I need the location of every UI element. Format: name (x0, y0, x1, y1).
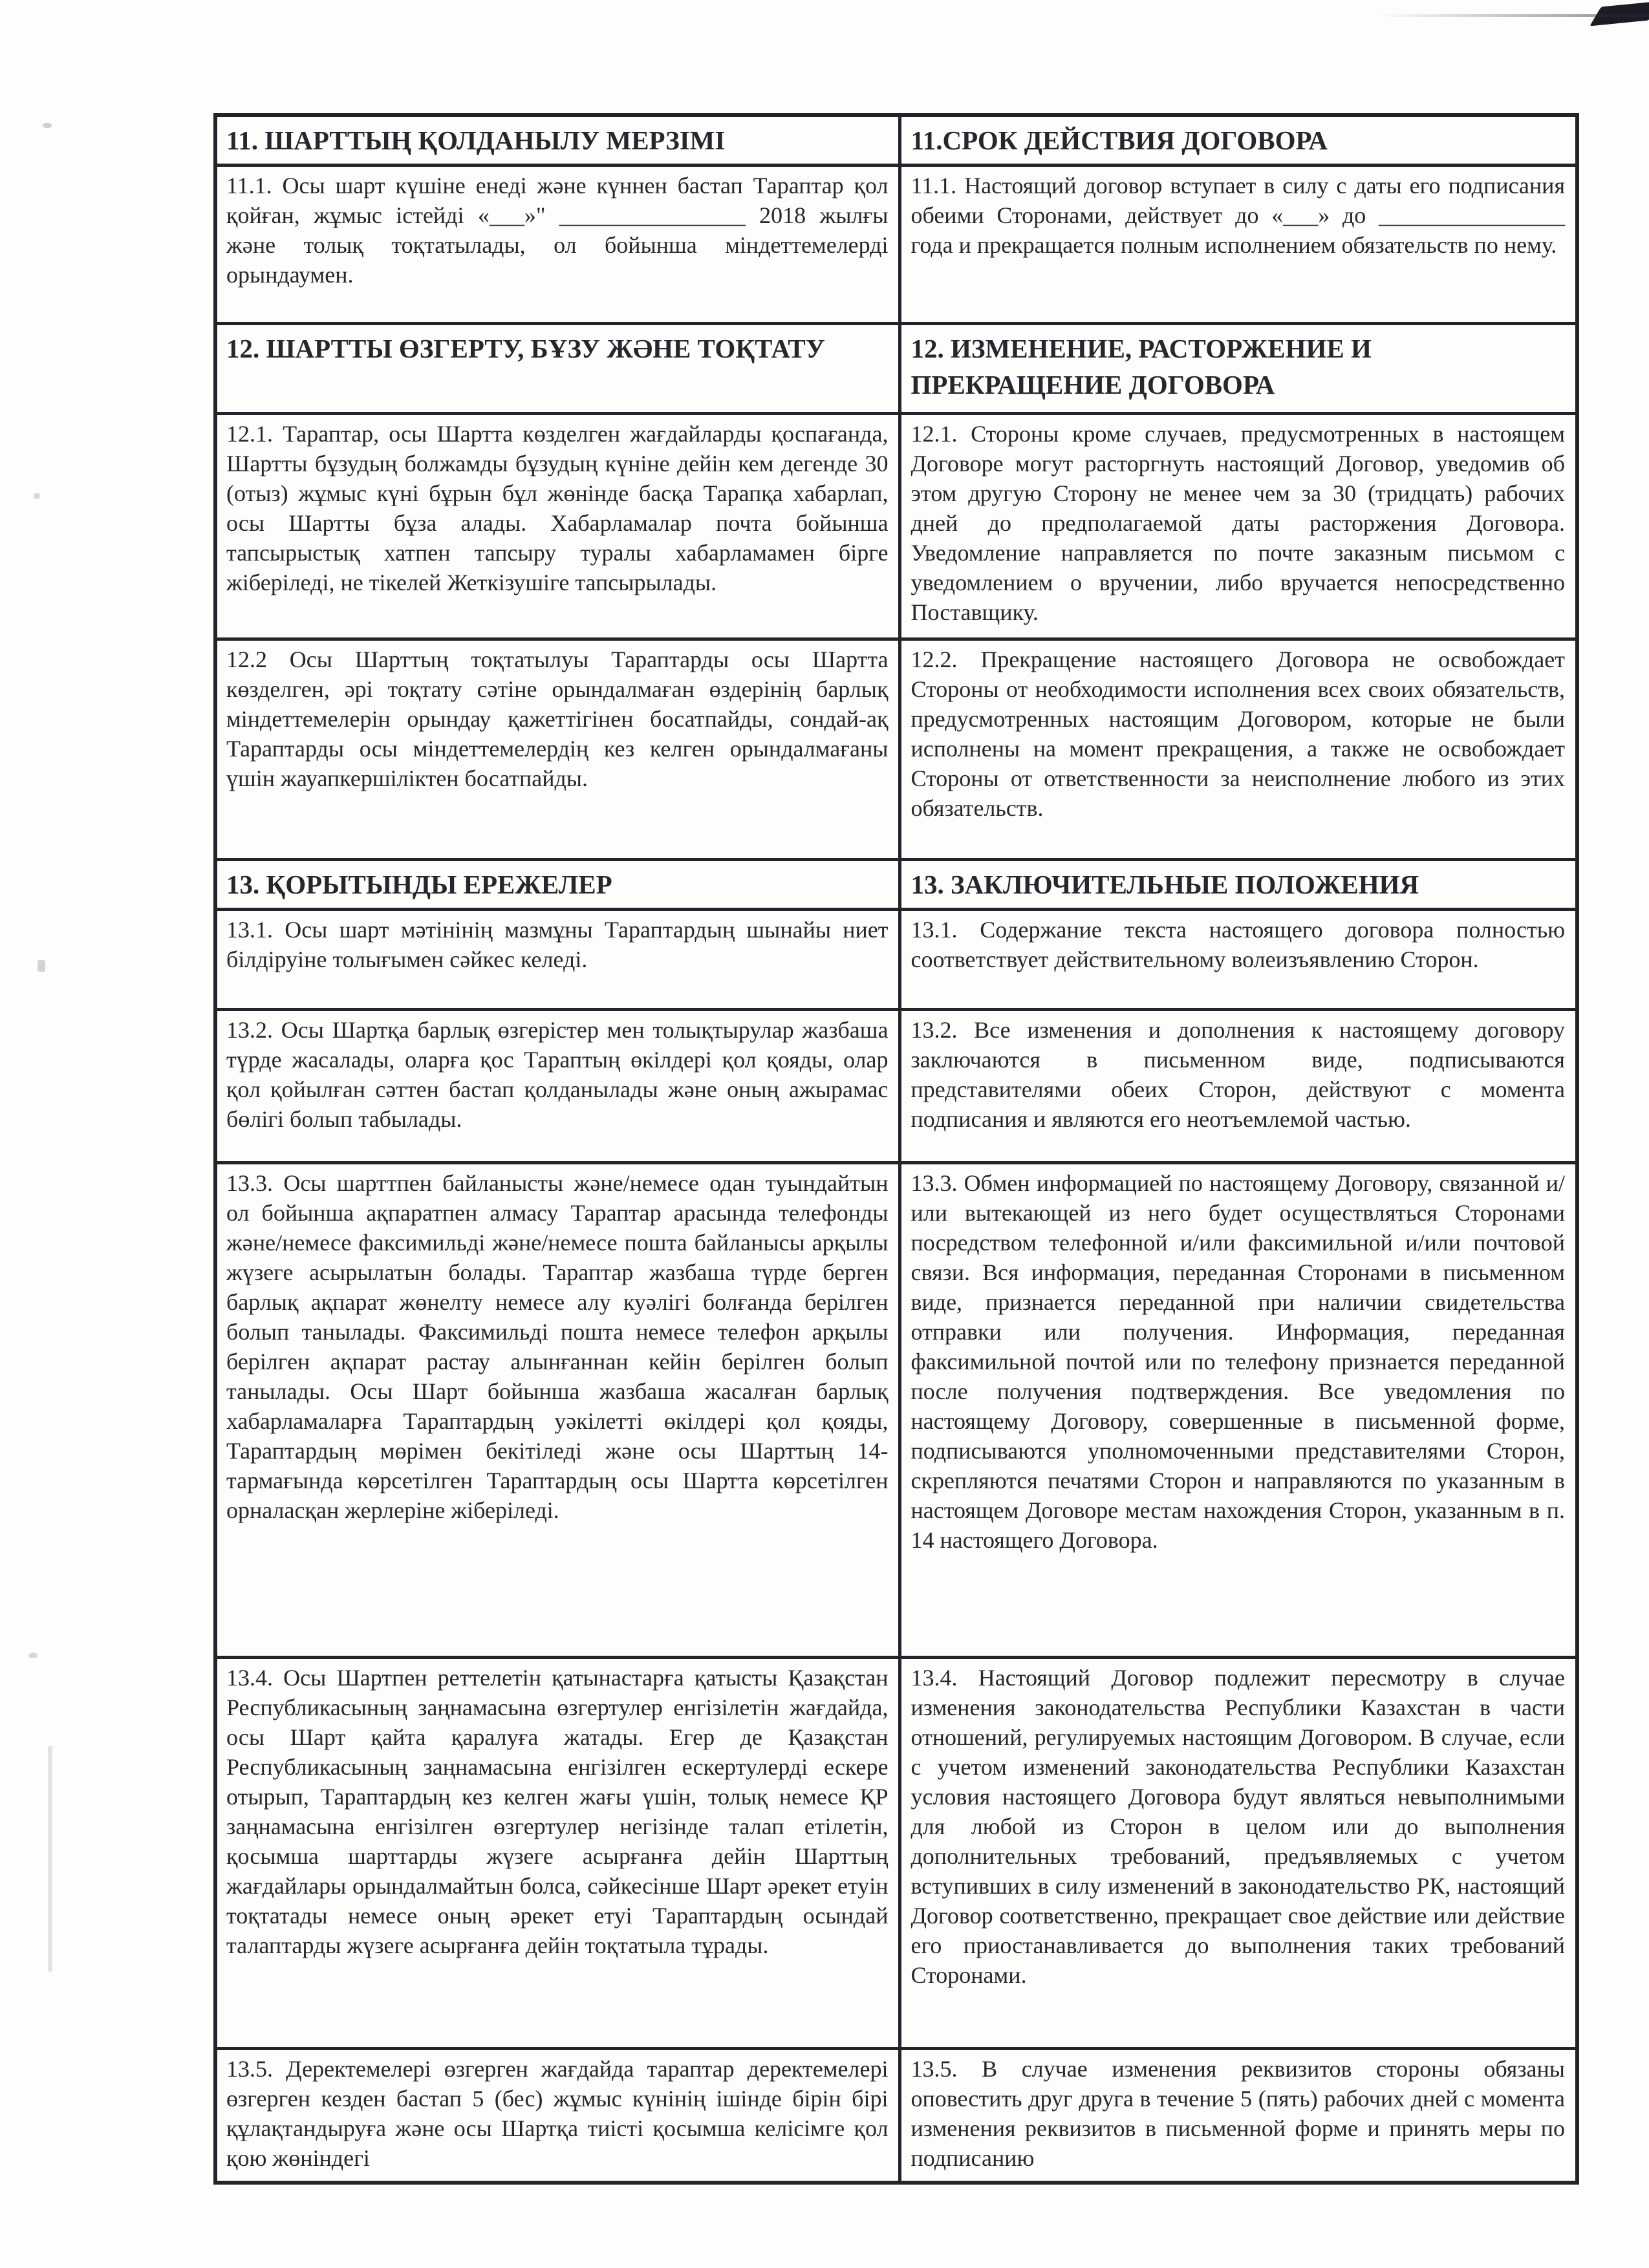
clause-12-2-ru: 12.2. Прекращение настоящего Договора не освобождает Стороны от необходимости исполнения всех своих обязательств, предусмотренных настоящим Договором, которые не были исполнены на момент прекращения, а также не освобождает Стороны от ответственности за неисполнение любого из этих обязательств. (911, 647, 1565, 821)
clause-13-4-ru: 13.4. Настоящий Договор подлежит пересмотру в случае изменения законодательства Республики Казахстан в части отношений, регулируемых настоящим Договором. В случае, если с учетом изменений законодательства Республики Казахстан условия настоящего Договора будут являться невыполнимыми для любой из Сторон в целом или до выполнения дополнительных требований, предъявляемых с учетом вступивших в силу изменений в законодательство РК, настоящий Договор соответственно, прекращает свое действие или действие его приостанавливается до выполнения таких требований Сторонами. (911, 1665, 1565, 1988)
scan-artifact-speck (38, 960, 45, 972)
table-row-clause-13-1 (217, 911, 1575, 1011)
clause-12-1-ru: 12.1. Стороны кроме случаев, предусмотренных в настоящем Договоре могут расторгнуть настоящий Договор, уведомив об этом другую Сторону не менее чем за 30 (тридцать) рабочих дней до предполагаемой даты расторжения Договора. Уведомление направляется по почте заказным письмом с уведомлением о вручении, либо вручается непосредственно Поставщику. (911, 421, 1565, 625)
clause-13-3-ru: 13.3. Обмен информацией по настоящему Договору, связанной и/или вытекающей из него будет осуществляться Сторонами посредством телефонной и/или факсимильной и/или почтовой связи. Вся информация, переданная Сторонами в письменном виде, признается переданной при наличии свидетельства отправки или получения. Информация, переданная факсимильной почтой или по телефону признается переданной после получения подтверждения. Все уведомления по настоящему Договору, совершенные в письменной форме, подписываются уполномоченными представителями Сторон, скрепляются печатями Сторон и направляются по указанным в настоящем Договоре местам нахождения Сторон, указанным в п. 14 настоящего Договора. (911, 1170, 1565, 1553)
section-13-title-ru: 13. ЗАКЛЮЧИТЕЛЬНЫЕ ПОЛОЖЕНИЯ (911, 870, 1419, 899)
clause-13-2-ru: 13.2. Все изменения и дополнения к настоящему договору заключаются в письменном виде, подписываются представителями обеих Сторон, действуют с момента подписания и являются его неотъемлемой частью. (911, 1017, 1565, 1132)
table-row-clause-11-1 (217, 167, 1575, 325)
scan-artifact-wedge (1590, 1, 1649, 27)
scan-artifact-speck (43, 123, 52, 128)
clause-11-1-kz: 11.1. Осы шарт күшіне енеді және күннен бастап Тараптар қол қойған, жұмыс істейді «___»" ________________ 2018 жылғы және толық тоқтатылады, ол бойынша міндеттемелерді орындаумен. (217, 167, 901, 322)
table-row-clause-13-5 (217, 2050, 1575, 2181)
clause-13-3-kz: 13.3. Осы шарттпен байланысты және/немесе одан туындайтын ол бойынша ақпаратпен алмасу Тараптар арасында телефонды және/немесе факсимильді және/немесе пошта байланысы арқылы жүзеге асырылатын болады. Тараптар жазбаша түрде берген барлық ақпарат жөнелту немесе алу куәлігі болғанда берілген болып танылады. Факсимильді пошта немесе телефон арқылы берілген ақпарат растау алынғаннан кейін берілген болып танылады. Осы Шарт бойынша жазбаша жасалған барлық хабарламаларға Тараптардың уәкілетті өкілдері қол қояды, Тараптардың мөрімен бекітіледі және осы Шарттың 14-тармағында көрсетілген Тараптардың осы Шартта көрсетілген орналасқан жерлеріне жіберіледі. (217, 1164, 901, 1656)
clause-13-1-kz: 13.1. Осы шарт мәтінінің мазмұны Тараптардың шынайы ниет білдіруіне толығымен сәйкес келеді. (217, 911, 901, 1008)
table-row-clause-13-3 (217, 1164, 1575, 1659)
section-13-title-kz: 13. ҚОРЫТЫНДЫ ЕРЕЖЕЛЕР (217, 861, 901, 908)
clause-13-2-kz: 13.2. Осы Шартқа барлық өзгерістер мен толықтырулар жазбаша түрде жасалады, оларға қос Тараптың өкілдері қол қояды, олар қол қойылған сәттен бастап қолданылады және оның ажырамас бөлігі болып табылады. (217, 1011, 901, 1161)
clause-11-1-ru: 11.1. Настоящий договор вступает в силу с даты его подписания обеими Сторонами, действует до «___» до ________________ года и прекращается полным исполнением обязательств по нему. (911, 173, 1565, 258)
table-row-clause-12-2 (217, 641, 1575, 861)
clause-13-5-kz: 13.5. Деректемелері өзгерген жағдайда тараптар деректемелері өзгерген кезден бастап 5 (бес) жұмыс күнінің ішінде бірін бірі құлақтандыруға және осы Шартқа тиісті қосымша келісімге қол қою жөніндегі (217, 2050, 901, 2181)
bilingual-contract-table (213, 113, 1579, 2185)
table-row-clause-12-1 (217, 415, 1575, 641)
clause-13-4-kz: 13.4. Осы Шартпен реттелетін қатынастарға қатысты Қазақстан Республикасының заңнамасына өзгертулер енгізілетін жағдайда, осы Шарт қайта қаралуға жатады. Егер де Қазақстан Республикасының заңнамасына енгізілген ескертулерді ескере отырып, Тараптардың кез келген жағы үшін, толық немесе ҚР заңнамасына енгізілген өзгертулер негізінде талап етілетін, қосымша шарттарды жүзеге асырғанға дейін Шарттың жағдайлары орындалмайтын болса, сәйкесінше Шарт әрекет етуін тоқтатады немесе оның әрекет етуі Тараптардың осындай талаптарды жүзеге асырғанға дейін тоқтатыла тұрады. (217, 1659, 901, 2047)
table-row-clause-13-4 (217, 1659, 1575, 2050)
clause-12-2-kz: 12.2 Осы Шарттың тоқтатылуы Тараптарды осы Шартта көзделген, әрі тоқтату сәтіне орындалмаған өздерінің барлық міндеттемелерін орындау қажеттігінен босатпайды, сондай-ақ Тараптарды осы міндеттемелердің кез келген орындалмағаны үшін жауапкершіліктен босатпайды. (217, 641, 901, 858)
table-row-section-11-header (217, 117, 1575, 167)
scan-artifact-speck (28, 1653, 38, 1658)
clause-13-1-ru: 13.1. Содержание текста настоящего договора полностью соответствует действительному волеизъявлению Сторон. (911, 917, 1565, 972)
scan-artifact-streak (48, 1746, 52, 1972)
section-12-title-ru: 12. ИЗМЕНЕНИЕ, РАСТОРЖЕНИЕ И ПРЕКРАЩЕНИЕ ДОГОВОРА (911, 334, 1372, 400)
section-12-title-kz: 12. ШАРТТЫ ӨЗГЕРТУ, БҰЗУ ЖӘНЕ ТОҚТАТУ (217, 325, 901, 412)
table-row-clause-13-2 (217, 1011, 1575, 1164)
scan-artifact-speck (34, 493, 40, 499)
clause-12-1-kz: 12.1. Тараптар, осы Шартта көзделген жағдайларды қоспағанда, Шартты бұзудың болжамды бұзудың күніне дейін кем дегенде 30 (отыз) жұмыс күні бұрын бұл жөнінде басқа Тарапқа хабарлап, осы Шартты бұза алады. Хабарламалар почта бойынша тапсырыстық хатпен тапсыру туралы хабарламамен бірге жіберіледі, не тікелей Жеткізушіге тапсырылады. (217, 415, 901, 637)
section-11-title-kz: 11. ШАРТТЫҢ ҚОЛДАНЫЛУ МЕРЗІМІ (217, 117, 901, 164)
scan-artifact-line (1377, 14, 1649, 17)
clause-13-5-ru: 13.5. В случае изменения реквизитов стороны обязаны оповестить друг друга в течение 5 (пять) рабочих дней с момента изменения реквизитов в письменной форме и принять меры по подписанию (911, 2056, 1565, 2171)
table-row-section-13-header (217, 861, 1575, 911)
table-row-section-12-header (217, 325, 1575, 415)
section-11-title-ru: 11.СРОК ДЕЙСТВИЯ ДОГОВОРА (911, 125, 1328, 155)
